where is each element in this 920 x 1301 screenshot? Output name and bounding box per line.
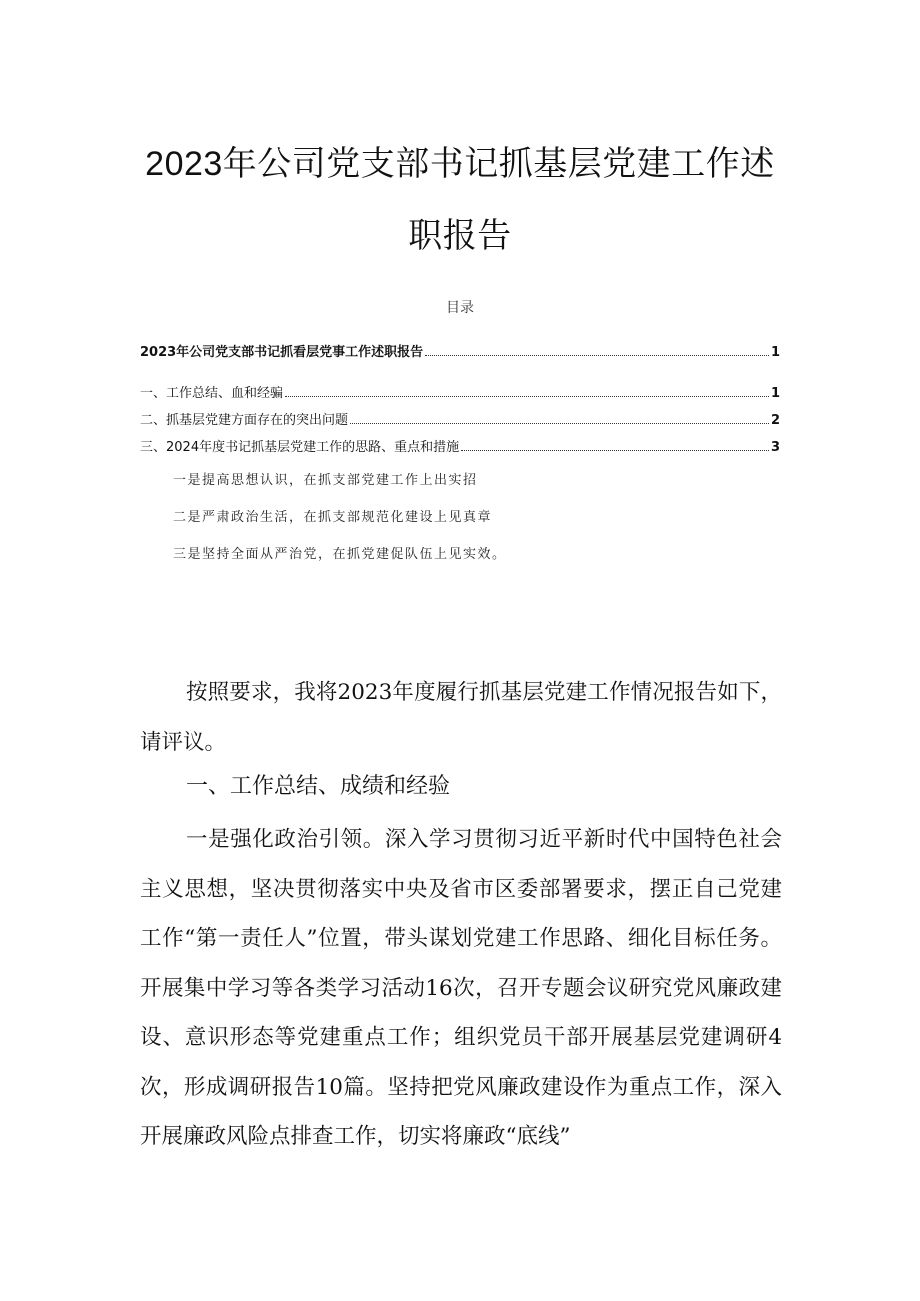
body-paragraph: 一是强化政治引领。深入学习贯彻习近平新时代中国特色社会主义思想，坚决贯彻落实中央及省市区委部署要求，摆正自己党建工作“第一责任人”位置，带头谋划党建工作思路、细化目标任务。开展集中学习等各类学习活动16次，召开专题会议研究党风廉政建设、意识形态等党建重点工作；组织党员干部开展基层党建调研4次，形成调研报告10篇。坚持把党风廉政建设作为重点工作，深入开展廉政风险点排查工作，切实将廉政“底线” bbox=[140, 827, 782, 1149]
toc-leader-dots bbox=[350, 422, 769, 424]
toc-entry-label: 一、工作总结、血和经骗 bbox=[140, 386, 284, 401]
toc-entry-page: 2 bbox=[770, 413, 780, 428]
toc-entry-page: 3 bbox=[770, 440, 780, 455]
toc-sub-item[interactable]: 二是严肃政治生活，在抓支部规范化建设上见真章 bbox=[173, 510, 493, 525]
document-title-line-2: 职报告 bbox=[408, 217, 512, 255]
document-title-line-1: 2023年公司党支部书记抓基层党建工作述 bbox=[145, 145, 775, 183]
toc-leader-dots bbox=[461, 449, 769, 451]
toc-leader-dots bbox=[425, 354, 769, 356]
toc-entry[interactable] bbox=[140, 340, 780, 360]
toc-entry-label: 三、2024年度书记抓基层党建工作的思路、重点和措施 bbox=[140, 440, 460, 455]
toc-entry-page: 1 bbox=[770, 345, 780, 360]
toc-leader-dots bbox=[285, 395, 769, 397]
toc-sub-item[interactable]: 一是提高思想认识，在抓支部党建工作上出实招 bbox=[173, 473, 478, 488]
toc-entry-page: 1 bbox=[770, 386, 780, 401]
toc-heading: 目录 bbox=[446, 300, 474, 316]
toc-entry-label: 二、抓基层党建方面存在的突出问题 bbox=[140, 413, 349, 428]
toc-entry[interactable] bbox=[140, 408, 780, 428]
toc-entry-label: 2023年公司党支部书记抓看层党事工作述职报告 bbox=[140, 345, 424, 360]
toc-entry[interactable] bbox=[140, 381, 780, 401]
section-heading: 一、工作总结、成绩和经验 bbox=[186, 773, 451, 798]
intro-paragraph: 按照要求，我将2023年度履行抓基层党建工作情况报告如下，请评议。 bbox=[140, 680, 782, 755]
toc-entry[interactable] bbox=[140, 435, 780, 455]
toc-sub-item[interactable]: 三是坚持全面从严治党，在抓党建促队伍上见实效。 bbox=[173, 547, 507, 562]
